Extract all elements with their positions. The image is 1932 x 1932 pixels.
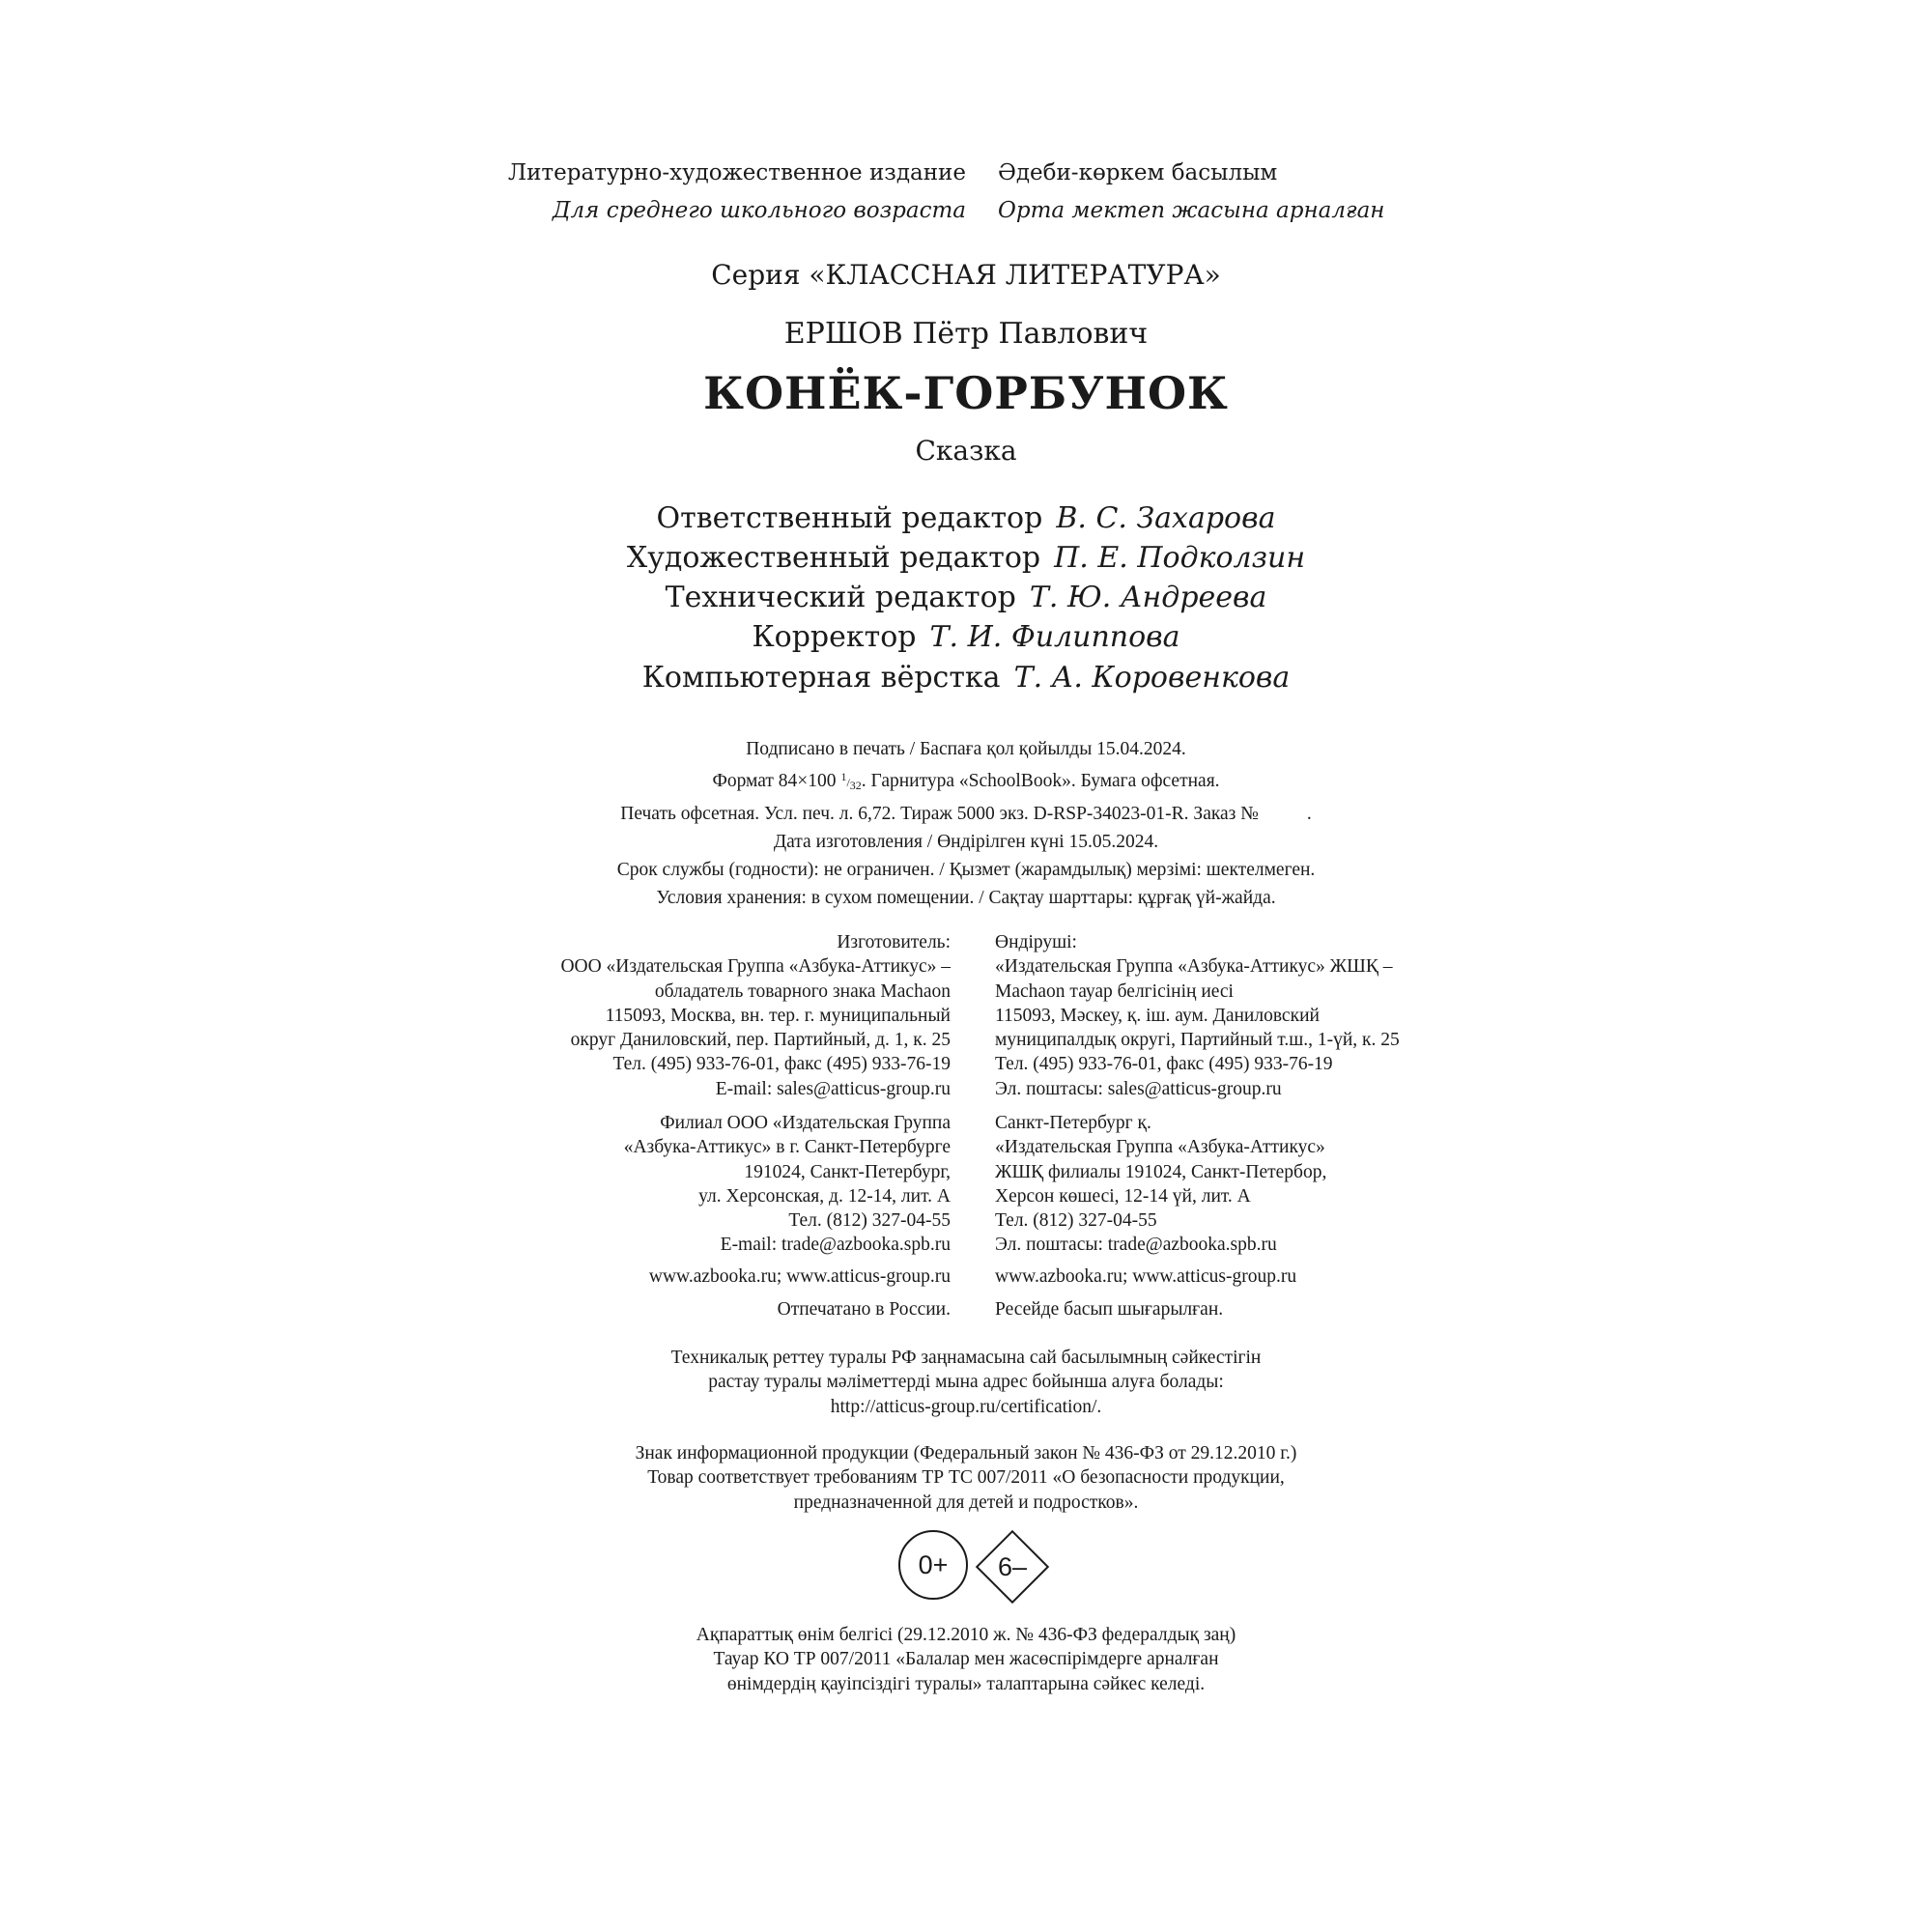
- credit-name: В. С. Захарова: [1056, 501, 1276, 535]
- publisher-line: Тел. (495) 933-76-01, факс (495) 933-76-19: [612, 1054, 951, 1075]
- format-num: 1: [840, 770, 847, 783]
- branch-line: ЖШҚ филиалы 191024, Санкт-Петербор,: [995, 1161, 1327, 1182]
- format-suffix: . Гарнитура «SchoolBook». Бумага офсетная.: [861, 771, 1220, 791]
- print-details: Печать офсетная. Усл. печ. л. 6,72. Тираж 5000 экз. D-RSP-34023-01-R. Заказ №: [620, 804, 1259, 824]
- info-mark-line: Ақпараттық өнім белгісі (29.12.2010 ж. № 436-ФЗ федералдық заң): [696, 1625, 1236, 1645]
- imprint-signed: Подписано в печать / Баспаға қол қойылды 15.04.2024.: [746, 739, 1186, 759]
- credit-line: [0, 620, 1932, 654]
- imprint-format: [0, 763, 1932, 800]
- publisher-line: обладатель товарного знака Machaon: [654, 980, 951, 1002]
- branch-line: Тел. (812) 327-04-55: [995, 1210, 1157, 1232]
- publisher-line: ООО «Издательская Группа «Азбука-Аттикус» –: [560, 956, 951, 978]
- info-mark-line: Тауар КО ТР 007/2011 «Балалар мен жасөспірімдерге арналған: [713, 1649, 1219, 1670]
- credit-role: Корректор: [752, 620, 917, 654]
- branch-line: Тел. (812) 327-04-55: [788, 1210, 951, 1232]
- info-mark-line: Знак информационной продукции (Федеральный закон № 436-ФЗ от 29.12.2010 г.): [635, 1443, 1297, 1463]
- imprint-block: [0, 735, 1932, 912]
- branch-line: ул. Херсонская, д. 12-14, лит. А: [698, 1185, 951, 1207]
- imprint-shelf-life: Срок службы (годности): не ограничен. / Қызмет (жарамдылық) мерзімі: шектелмеген.: [616, 860, 1316, 880]
- author-name: ЕРШОВ Пётр Павлович: [783, 317, 1149, 351]
- imprint-print: [0, 800, 1932, 828]
- branch-line: 191024, Санкт-Петербург,: [744, 1161, 951, 1182]
- certification-url: http://atticus-group.ru/certification/.: [830, 1396, 1102, 1417]
- publisher-line: 115093, Мәскеу, қ. іш. аум. Даниловский: [995, 1005, 1320, 1026]
- imprint-storage: Условия хранения: в сухом помещении. / Сақтау шарттары: құрғақ үй-жайда.: [656, 888, 1276, 908]
- info-mark-line: өнімдердің қауіпсіздігі туралы» талаптарына сәйкес келеді.: [726, 1673, 1206, 1694]
- credit-role: Художественный редактор: [626, 541, 1041, 575]
- info-mark-line: предназначенной для детей и подростков».: [793, 1492, 1139, 1513]
- credit-name: Т. А. Коровенкова: [1013, 661, 1291, 695]
- credit-line: [0, 501, 1932, 535]
- age-rating-diamond-label: 6–: [997, 1551, 1028, 1581]
- branch-email: Эл. поштасы: trade@azbooka.spb.ru: [995, 1235, 1277, 1256]
- publisher-line: Тел. (495) 933-76-01, факс (495) 933-76-19: [995, 1054, 1333, 1075]
- book-genre: Сказка: [915, 435, 1017, 467]
- edition-type-ru: Литературно-художественное издание: [507, 160, 966, 185]
- credit-line: [0, 581, 1932, 614]
- branch-line: «Азбука-Аттикус» в г. Санкт-Петербурге: [623, 1137, 951, 1158]
- age-rating-circle-icon: [898, 1530, 968, 1600]
- branch-line: Херсон көшесі, 12-14 үй, лит. А: [995, 1185, 1251, 1207]
- branch-info-ru: [624, 1111, 951, 1258]
- credit-name: П. Е. Подколзин: [1054, 541, 1306, 575]
- publisher-line: Өндіруші:: [995, 932, 1077, 952]
- age-rating-diamond-icon: [976, 1530, 1049, 1604]
- certification-line: растау туралы мәліметтерді мына адрес бойынша алуға болады:: [708, 1372, 1224, 1393]
- publisher-line: «Издательская Группа «Азбука-Аттикус» ЖШҚ –: [995, 956, 1393, 978]
- credit-role: Компьютерная вёрстка: [641, 661, 1001, 695]
- credit-role: Ответственный редактор: [656, 501, 1043, 535]
- series-name: Серия «КЛАССНАЯ ЛИТЕРАТУРА»: [711, 259, 1221, 291]
- info-mark-line: Товар соответствует требованиям ТР ТС 007/2011 «О безопасности продукции,: [647, 1467, 1285, 1489]
- websites-ru: www.azbooka.ru; www.atticus-group.ru: [648, 1266, 951, 1287]
- branch-email: E-mail: trade@azbooka.spb.ru: [720, 1235, 951, 1256]
- age-rating-circle-label: 0+: [918, 1549, 949, 1579]
- book-title: КОНЁК-ГОРБУНОК: [703, 367, 1229, 419]
- publisher-email: E-mail: sales@atticus-group.ru: [715, 1078, 951, 1099]
- audience-kz: Орта мектеп жасына арналған: [998, 198, 1385, 223]
- info-mark-kz: [0, 1623, 1932, 1696]
- printed-in-kz: Ресейде басып шығарылған.: [995, 1299, 1224, 1320]
- certification-info: [0, 1346, 1932, 1419]
- branch-line: Филиал ООО «Издательская Группа: [660, 1113, 951, 1133]
- credit-name: Т. И. Филиппова: [929, 620, 1180, 654]
- printed-in-ru: Отпечатано в России.: [777, 1299, 951, 1320]
- edition-type-kz: Әдеби-көркем басылым: [998, 160, 1278, 185]
- credit-line: [0, 541, 1932, 575]
- publisher-line: 115093, Москва, вн. тер. г. муниципальный: [605, 1005, 951, 1026]
- publisher-info-kz: [995, 930, 1400, 1101]
- certification-line: Техникалық реттеу туралы РФ заңнамасына сай басылымның сәйкестігін: [670, 1348, 1262, 1368]
- branch-line: «Издательская Группа «Азбука-Аттикус»: [995, 1137, 1325, 1158]
- credit-name: Т. Ю. Андреева: [1029, 581, 1267, 614]
- imprint-manufactured: Дата изготовления / Өндірілген күні 15.05.2024.: [773, 832, 1159, 852]
- info-mark-ru: [0, 1441, 1932, 1515]
- credit-role: Технический редактор: [665, 581, 1016, 614]
- format-fraction: $^1/_{32}$: [840, 770, 862, 792]
- branch-line: Санкт-Петербург қ.: [995, 1113, 1151, 1133]
- publisher-line: Изготовитель:: [837, 932, 951, 952]
- audience-ru: Для среднего школьного возраста: [552, 198, 966, 223]
- publisher-line: округ Даниловский, пер. Партийный, д. 1, к. 25: [570, 1030, 951, 1051]
- branch-info-kz: [995, 1111, 1326, 1258]
- publisher-line: Machaon тауар белгісінің иесі: [995, 980, 1234, 1002]
- websites-kz: www.azbooka.ru; www.atticus-group.ru: [995, 1266, 1297, 1287]
- print-end: .: [1306, 804, 1312, 824]
- publisher-email: Эл. поштасы: sales@atticus-group.ru: [995, 1078, 1282, 1099]
- format-den: 32: [849, 779, 862, 792]
- publisher-info-ru: [560, 930, 951, 1101]
- credit-line: [0, 661, 1932, 695]
- publisher-line: муниципалдық округі, Партийный т.ш., 1-үй, к. 25: [995, 1030, 1400, 1051]
- format-prefix: Формат 84×100: [712, 771, 837, 791]
